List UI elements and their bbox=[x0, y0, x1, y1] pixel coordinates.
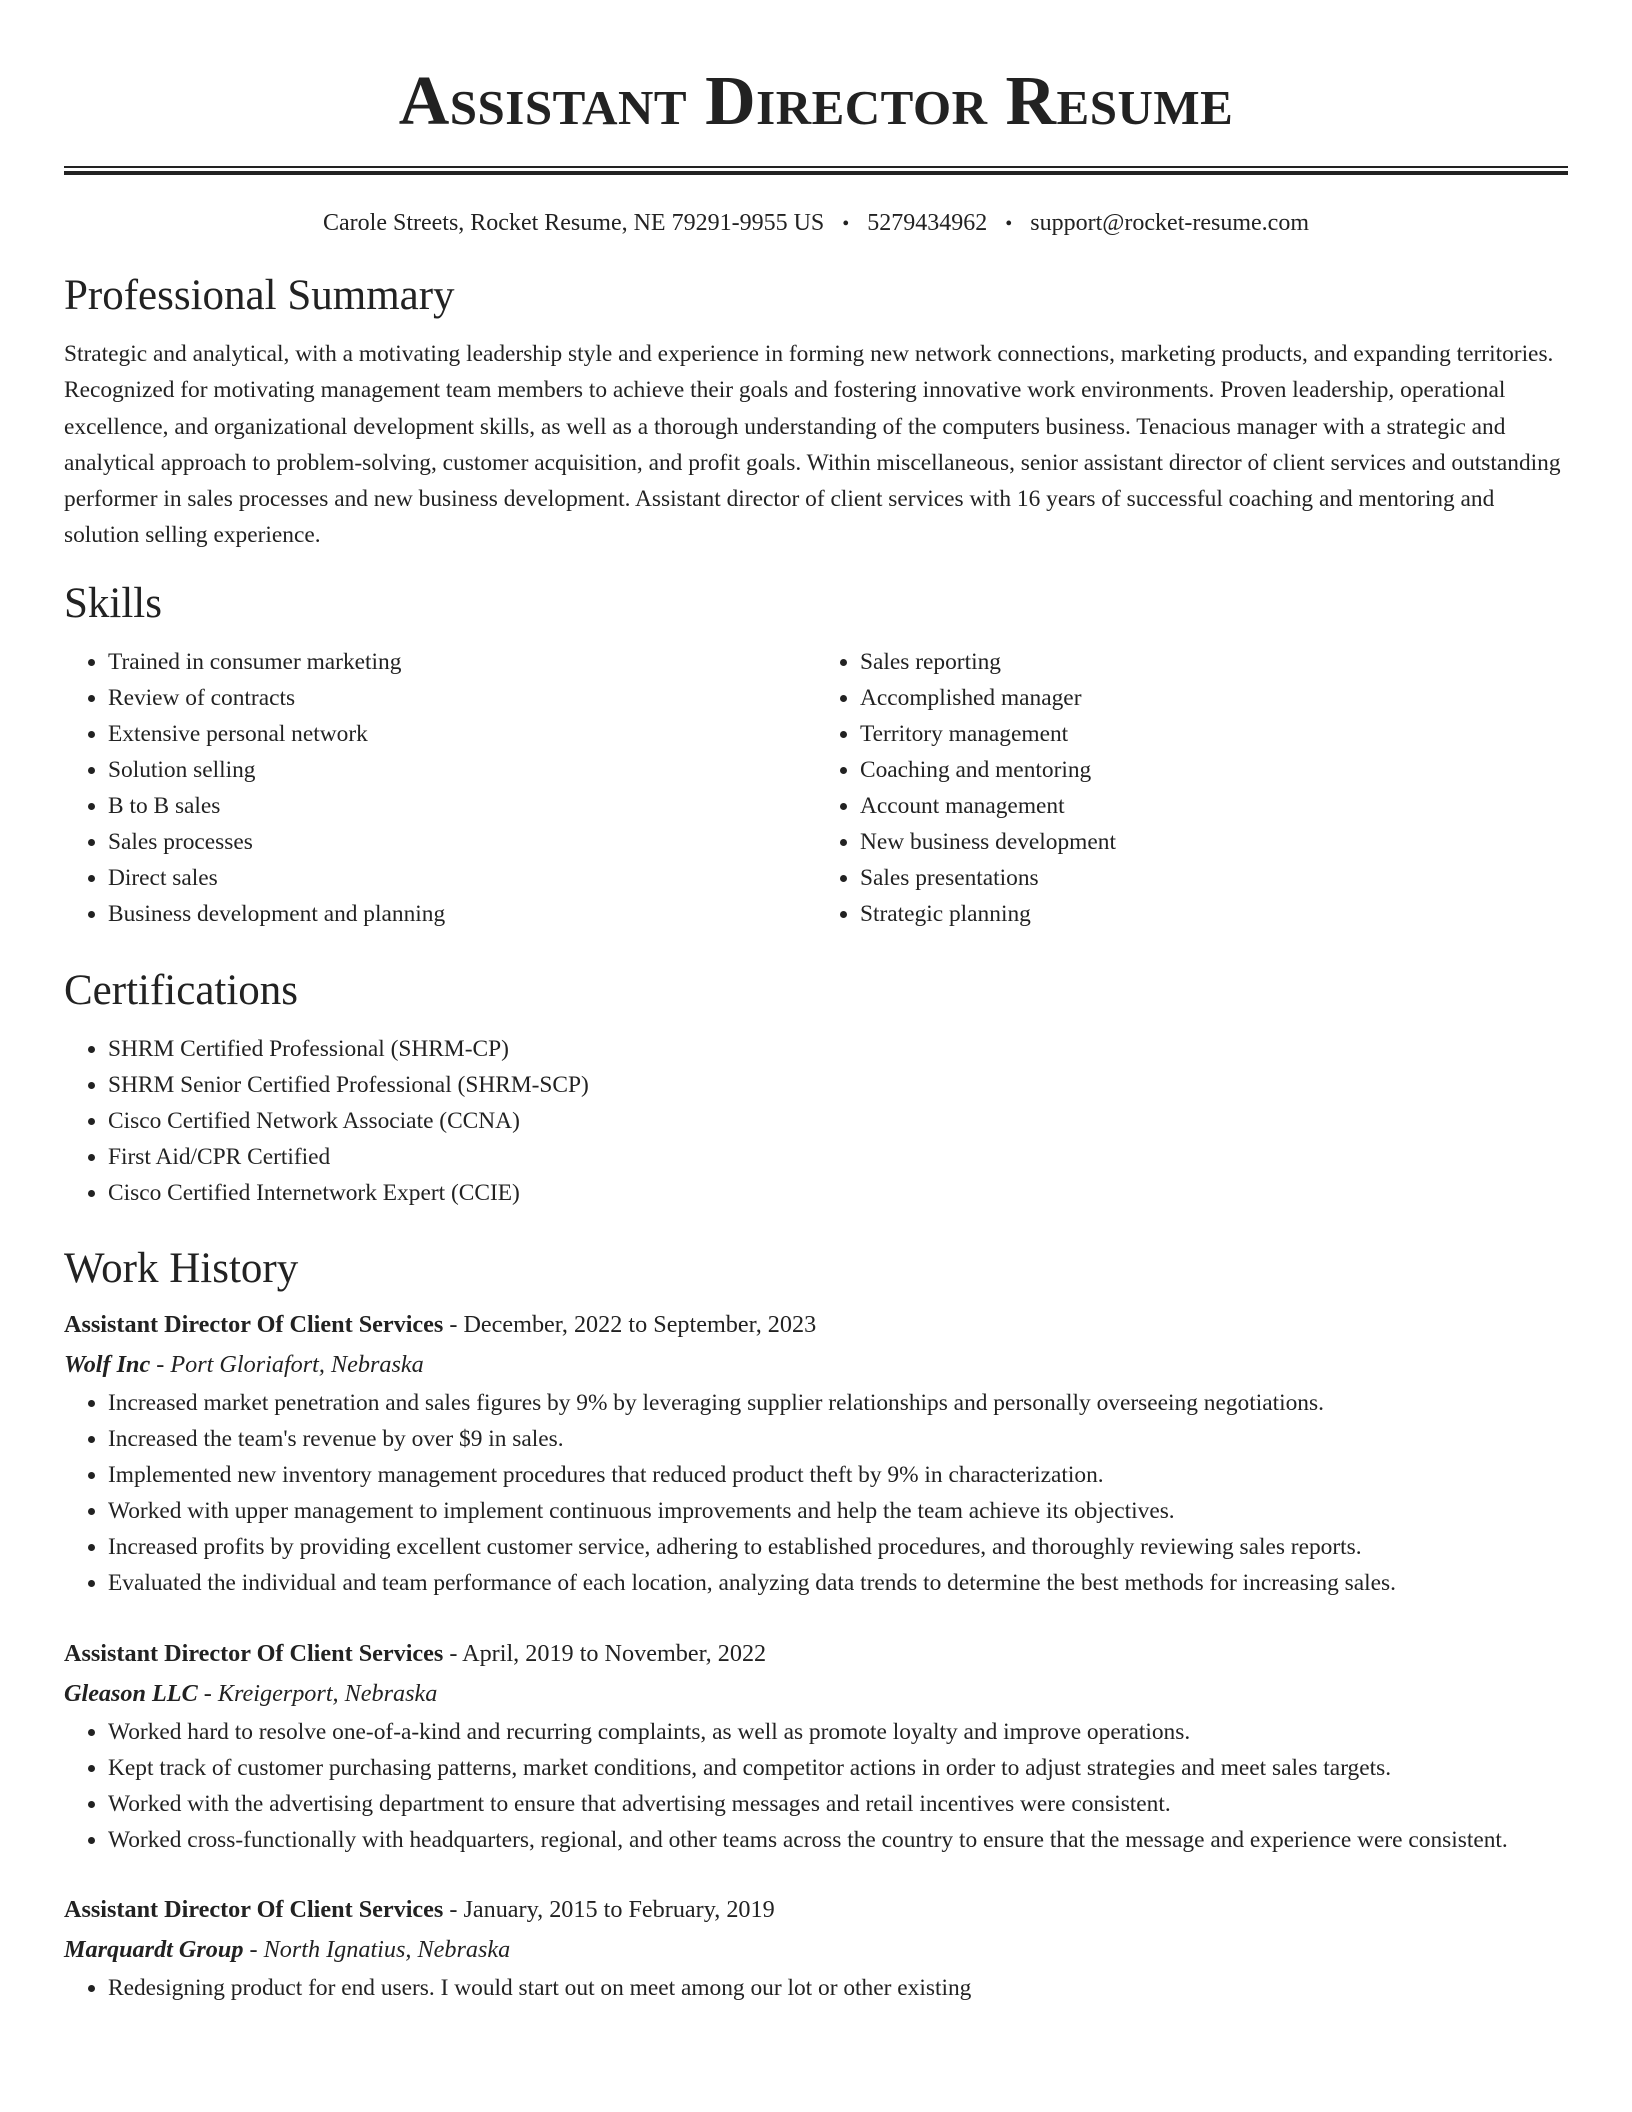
contact-separator: • bbox=[842, 213, 850, 235]
job-dates: - December, 2022 to September, 2023 bbox=[443, 1311, 817, 1338]
job-entry bbox=[64, 1890, 1568, 2006]
job-bullet: • Worked with upper management to implement continuous improvements and help the team achieve its objectives. bbox=[108, 1493, 1568, 1529]
job-location: - Port Gloriafort, Nebraska bbox=[150, 1351, 424, 1378]
job-location: - North Ignatius, Nebraska bbox=[243, 1935, 511, 1963]
skills-list-right bbox=[816, 644, 1568, 933]
skill-item: • Strategic planning bbox=[860, 896, 1568, 932]
contact-line bbox=[64, 207, 1568, 240]
skills-list-left bbox=[64, 644, 816, 933]
skill-item: • Trained in consumer marketing bbox=[108, 644, 816, 680]
job-title: Assistant Director Of Client Services bbox=[64, 1311, 444, 1338]
job-bullet: • Increased market penetration and sales figures by 9% by leveraging supplier relationships and personally overseeing negotiations. bbox=[108, 1385, 1568, 1421]
job-bullet: • Increased profits by providing excellent customer service, adhering to established procedures, and thoroughly reviewing sales reports. bbox=[108, 1529, 1568, 1565]
job-title: Assistant Director Of Client Services bbox=[64, 1639, 444, 1667]
skill-item: • Review of contracts bbox=[108, 680, 816, 716]
title-divider bbox=[64, 166, 1568, 175]
job-entry bbox=[64, 1305, 1568, 1602]
skill-item: • Business development and planning bbox=[108, 896, 816, 932]
contact-email: support@rocket-resume.com bbox=[1030, 210, 1309, 236]
certification-item: • SHRM Senior Certified Professional (SHRM-SCP) bbox=[108, 1067, 1568, 1103]
section-heading-work-history: Work History bbox=[64, 1245, 299, 1292]
job-bullet: • Worked cross-functionally with headquarters, regional, and other teams across the country to ensure that the message and experience were consistent. bbox=[108, 1822, 1568, 1858]
certifications-section bbox=[64, 963, 1568, 1211]
skill-item: • Account management bbox=[860, 788, 1568, 824]
job-bullets bbox=[64, 1970, 1568, 2006]
summary-text: Strategic and analytical, with a motivating leadership style and experience in forming new network connections, marketing products, and expanding territories. Recognized for motivating management team members to achieve their goals and fostering innovative work environments. Proven leadership, operational excellence, and organizational development skills, as well as a thorough understanding of the computers business. Tenacious manager with a strategic and analytical approach to problem-solving, customer acquisition, and profit goals. Within miscellaneous, senior assistant director of client services and outstanding performer in sales processes and new business development. Assistant director of client services with 16 years of successful coaching and mentoring and solution selling experience. bbox=[64, 341, 1561, 549]
certification-item: • Cisco Certified Internetwork Expert (CCIE) bbox=[108, 1175, 1568, 1211]
skill-item: • New business development bbox=[860, 824, 1568, 860]
resume-title: Assistant Director Resume bbox=[398, 63, 1234, 140]
job-header bbox=[64, 1305, 1568, 1345]
job-dates: - January, 2015 to February, 2019 bbox=[443, 1895, 775, 1923]
job-company-line bbox=[64, 1674, 1568, 1714]
job-bullet: • Increased the team's revenue by over $9 in sales. bbox=[108, 1421, 1568, 1457]
certification-item: • SHRM Certified Professional (SHRM-CP) bbox=[108, 1031, 1568, 1067]
job-bullet: • Evaluated the individual and team performance of each location, analyzing data trends to determine the best methods for increasing sales. bbox=[108, 1565, 1568, 1601]
skill-item: • Sales presentations bbox=[860, 860, 1568, 896]
skills-columns bbox=[64, 644, 1568, 933]
contact-phone: 5279434962 bbox=[867, 210, 988, 236]
job-bullets bbox=[64, 1385, 1568, 1602]
job-company: Gleason LLC bbox=[64, 1679, 198, 1707]
section-heading-skills: Skills bbox=[64, 579, 162, 627]
job-title: Assistant Director Of Client Services bbox=[64, 1895, 444, 1923]
job-bullet: • Implemented new inventory management procedures that reduced product theft by 9% in characterization. bbox=[108, 1457, 1568, 1493]
certification-item: • First Aid/CPR Certified bbox=[108, 1139, 1568, 1175]
professional-summary-section bbox=[64, 268, 1568, 554]
skill-item: • Territory management bbox=[860, 716, 1568, 752]
job-bullet: • Kept track of customer purchasing patterns, market conditions, and competitor actions in order to adjust strategies and meet sales targets. bbox=[108, 1750, 1568, 1786]
skill-item: • Extensive personal network bbox=[108, 716, 816, 752]
job-bullets bbox=[64, 1714, 1568, 1858]
skill-item: • Direct sales bbox=[108, 860, 816, 896]
job-company-line bbox=[64, 1930, 1568, 1970]
job-company: Marquardt Group bbox=[64, 1935, 244, 1963]
job-bullet: • Redesigning product for end users. I would start out on meet among our lot or other existing bbox=[108, 1970, 1568, 2006]
contact-address: Carole Streets, Rocket Resume, NE 79291-9955 US bbox=[323, 210, 825, 236]
job-bullet: • Worked with the advertising department to ensure that advertising messages and retail incentives were consistent. bbox=[108, 1786, 1568, 1822]
job-dates: - April, 2019 to November, 2022 bbox=[443, 1639, 767, 1667]
skill-item: • Sales reporting bbox=[860, 644, 1568, 680]
skill-item: • Sales processes bbox=[108, 824, 816, 860]
job-location: - Kreigerport, Nebraska bbox=[197, 1679, 438, 1707]
certifications-list bbox=[64, 1031, 1568, 1211]
section-heading-certifications: Certifications bbox=[64, 966, 299, 1014]
skill-item: • B to B sales bbox=[108, 788, 816, 824]
skill-item: • Accomplished manager bbox=[860, 680, 1568, 716]
skill-item: • Solution selling bbox=[108, 752, 816, 788]
skill-item: • Coaching and mentoring bbox=[860, 752, 1568, 788]
certification-item: • Cisco Certified Network Associate (CCNA) bbox=[108, 1103, 1568, 1139]
job-header bbox=[64, 1634, 1568, 1674]
contact-separator: • bbox=[1005, 213, 1013, 235]
skills-section bbox=[64, 576, 1568, 933]
job-company-line bbox=[64, 1345, 1568, 1385]
work-history-section bbox=[64, 1241, 1568, 2006]
section-heading-summary: Professional Summary bbox=[64, 272, 455, 319]
job-company: Wolf Inc bbox=[64, 1351, 151, 1378]
job-header bbox=[64, 1890, 1568, 1930]
job-entry bbox=[64, 1634, 1568, 1858]
job-bullet: • Worked hard to resolve one-of-a-kind and recurring complaints, as well as promote loyalty and improve operations. bbox=[108, 1714, 1568, 1750]
